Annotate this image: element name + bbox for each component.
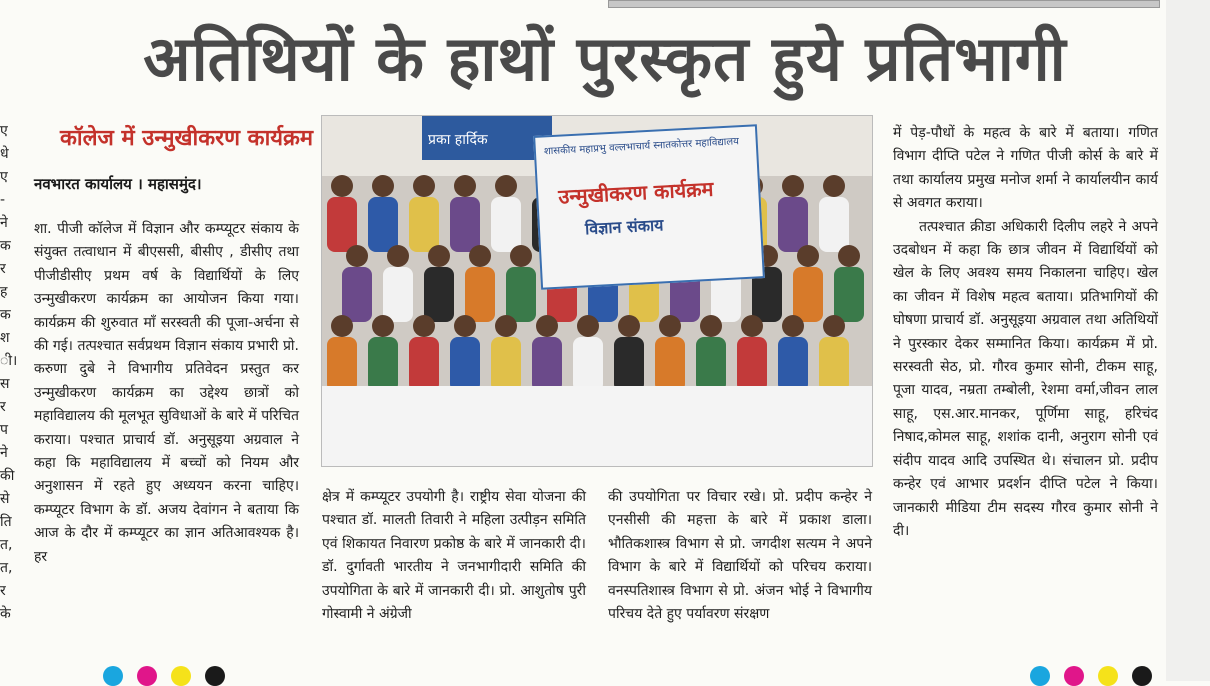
- left-fragment: र: [0, 583, 6, 599]
- column-3-paragraph: की उपयोगिता पर विचार रखे। प्रो. प्रदीप कन्हेर ने एनसीसी की महत्ता के बारे में प्रकाश डाला। भौतिकशास्त्र विभाग से प्रो. जगदीश सत्यम ने अपने विभाग के बारे में विद्यार्थियों को परिचय कराया। वनस्पतिशास्त्र विभाग से प्रो. अंजन भोई ने विभागीय परिचय देते हुए पर्यावरण संरक्षण: [608, 489, 872, 623]
- blue-banner-text: प्रका हार्दिक: [428, 132, 488, 148]
- person-head: [454, 315, 476, 337]
- left-fragment: स: [0, 376, 10, 392]
- person-body: [506, 267, 536, 322]
- person-body: [465, 267, 495, 322]
- person-head: [536, 315, 558, 337]
- left-fragment: र: [0, 261, 6, 277]
- person-body: [696, 337, 726, 392]
- headline: अतिथियों के हाथों पुरस्कृत हुये प्रतिभागी: [143, 22, 1067, 95]
- person-head: [741, 315, 763, 337]
- person-body: [793, 267, 823, 322]
- person-head: [413, 175, 435, 197]
- banner-college-name: शासकीय महाप्रभु वल्लभाचार्य स्नातकोत्तर महाविद्यालय: [543, 136, 740, 158]
- left-fragment: ने: [0, 445, 8, 461]
- person-body: [409, 197, 439, 252]
- registration-dot-magenta-right: [1064, 666, 1084, 686]
- person-head: [782, 175, 804, 197]
- dateline: नवभारत कार्यालय । महासमुंद।: [34, 175, 202, 193]
- person-body: [573, 337, 603, 392]
- left-fragment: की: [0, 468, 15, 484]
- college-banner: [533, 124, 765, 290]
- banner-program-title: उन्मुखीकरण कार्यक्रम: [557, 176, 715, 209]
- person-head: [510, 245, 532, 267]
- person-head: [387, 245, 409, 267]
- person-body: [409, 337, 439, 392]
- person-head: [331, 175, 353, 197]
- left-fragment: श: [0, 330, 10, 346]
- left-fragment: त,: [0, 560, 13, 576]
- person-body: [491, 197, 521, 252]
- column-2-paragraph: क्षेत्र में कम्प्यूटर उपयोगी है। राष्ट्रीय सेवा योजना की पश्चात डॉ. मालती तिवारी ने महिला उत्पीड़न समिति एवं शिकायत निवारण प्रकोष्ठ के बारे में जानकारी दी। डॉ. दुर्गावती भारतीय ने जनभागीदारी समिति की उपयोगिता के बारे में जानकारी दी। प्रो. आशुतोष पुरी गोस्वामी ने अंग्रेजी: [322, 489, 586, 623]
- person-body: [383, 267, 413, 322]
- person-head: [495, 315, 517, 337]
- article-column-2: [322, 486, 586, 626]
- person-body: [327, 197, 357, 252]
- registration-dot-yellow: [171, 666, 191, 686]
- registration-dot-black: [205, 666, 225, 686]
- person-head: [413, 315, 435, 337]
- event-photo: [321, 115, 873, 467]
- column-1-paragraph: शा. पीजी कॉलेज में विज्ञान और कम्प्यूटर संकाय के संयुक्त तत्वाधान में बीएससी, बीसीए , डीसीए तथा पीजीडीसीए प्रथम वर्ष के विद्यार्थियों के लिए उन्मुखीकरण कार्यक्रम का आयोजन किया गया। कार्यक्रम की शुरुवात माँ सरस्वती की पूजा-अर्चना से की गई। तत्पश्चात सर्वप्रथम विज्ञान संकाय प्रभारी प्रो. करुणा दुबे ने विभागीय प्रतिवेदन प्रस्तुत कर उन्मुखीकरण कार्यक्रम का उद्देश्य छात्रों को महाविद्यालय की मूलभूत सुविधाओं के बारे में परिचित कराया। पश्चात प्राचार्य डॉ. अनुसूइया अग्रवाल ने कहा कि महाविद्यालय में बच्चों को नियम और अनुशासन में रहते हुए अध्ययन करना चाहिए। कम्प्यूटर विभाग के डॉ. अजय देवांगन ने बताया कि आज के दौर में कम्प्यूटर का ज्ञान अतिआवश्यक है। हर: [34, 221, 299, 565]
- person-body: [491, 337, 521, 392]
- person-body: [655, 337, 685, 392]
- person-head: [797, 245, 819, 267]
- person-body: [368, 197, 398, 252]
- left-fragment: के: [0, 606, 11, 622]
- person-head: [372, 315, 394, 337]
- person-head: [823, 175, 845, 197]
- column-4-paragraph-2: तत्पश्चात क्रीडा अधिकारी दिलीप लहरे ने अपने उदबोधन में कहा कि छात्र जीवन में विद्यार्थियों को खेल के लिए अवश्य समय निकालना चाहिए। खेल का जीवन में विशेष महत्व बताया। प्रतिभागियों की घोषणा प्राचार्य डॉ. अनुसूइया अग्रवाल तथा अतिथियों ने पुरस्कार देकर सम्मानित किया। कार्यक्रम में प्रो. सरस्वती सेठ, प्रो. गौरव कुमार सोनी, टीकम साहू, पूजा यादव, नम्रता तम्बोली, रेशमा वर्मा,जीवन लाल साहू, एस.आर.मानकर, पूर्णिमा साहू, हरिचंद निषाद,कोमल साहू, शशांक दानी, अनुराग सोनी एवं संदीप यादव आदि उपस्थित थे। संचालन प्रो. प्रदीप कन्हेर एवं आभार प्रदर्शन दीप्ति पटेल ने किया। जानकारी मीडिया टीम सदस्य गौरव कुमार सोनी ने दी।: [893, 218, 1158, 539]
- left-fragment: ह: [0, 284, 8, 300]
- registration-dot-cyan: [103, 666, 123, 686]
- left-fragment: ने: [0, 215, 8, 231]
- person-body: [368, 337, 398, 392]
- column-4-paragraph-1: में पेड़-पौधों के महत्व के बारे में बताया। गणित विभाग दीप्ति पटेल ने गणित पीजी कोर्स के बारे में तथा कार्यालय प्रमुख मनोज शर्मा ने कार्यालयीन कार्य से अवगत कराया।: [893, 125, 1158, 212]
- person-body: [834, 267, 864, 322]
- person-head: [372, 175, 394, 197]
- page-margin: [1166, 0, 1210, 681]
- person-head: [495, 175, 517, 197]
- left-fragment: र: [0, 399, 6, 415]
- person-body: [737, 337, 767, 392]
- person-body: [614, 337, 644, 392]
- subheadline: कॉलेज में उन्मुखीकरण कार्यक्रम: [60, 126, 314, 151]
- adjacent-article-edge: [608, 0, 1160, 8]
- person-body: [450, 337, 480, 392]
- left-fragment: धे: [0, 146, 9, 162]
- person-body: [450, 197, 480, 252]
- person-head: [838, 245, 860, 267]
- left-fragment: ी।: [0, 353, 18, 369]
- person-head: [659, 315, 681, 337]
- stage-table: [322, 386, 872, 466]
- person-head: [331, 315, 353, 337]
- person-body: [424, 267, 454, 322]
- registration-dot-magenta: [137, 666, 157, 686]
- article-column-3: [608, 486, 872, 626]
- left-column-fragments: [0, 120, 20, 626]
- person-head: [823, 315, 845, 337]
- banner-faculty: विज्ञान संकाय: [584, 215, 664, 239]
- person-body: [532, 337, 562, 392]
- left-fragment: त,: [0, 537, 13, 553]
- registration-dot-cyan-right: [1030, 666, 1050, 686]
- person-head: [618, 315, 640, 337]
- registration-dot-black-right: [1132, 666, 1152, 686]
- person-body: [778, 337, 808, 392]
- person-head: [577, 315, 599, 337]
- article-column-1: [34, 218, 299, 569]
- person-head: [346, 245, 368, 267]
- left-fragment: से: [0, 491, 10, 507]
- person-body: [819, 197, 849, 252]
- person-head: [782, 315, 804, 337]
- left-fragment: -: [0, 192, 6, 208]
- person-body: [342, 267, 372, 322]
- person-head: [428, 245, 450, 267]
- left-fragment: क: [0, 307, 11, 323]
- left-fragment: ए: [0, 169, 8, 185]
- registration-dot-yellow-right: [1098, 666, 1118, 686]
- person-body: [778, 197, 808, 252]
- article-column-4: [893, 122, 1158, 543]
- left-fragment: क: [0, 238, 11, 254]
- left-fragment: ति: [0, 514, 12, 530]
- person-head: [454, 175, 476, 197]
- left-fragment: ए: [0, 123, 8, 139]
- person-body: [327, 337, 357, 392]
- person-head: [700, 315, 722, 337]
- left-fragment: प: [0, 422, 8, 438]
- person-head: [469, 245, 491, 267]
- person-body: [819, 337, 849, 392]
